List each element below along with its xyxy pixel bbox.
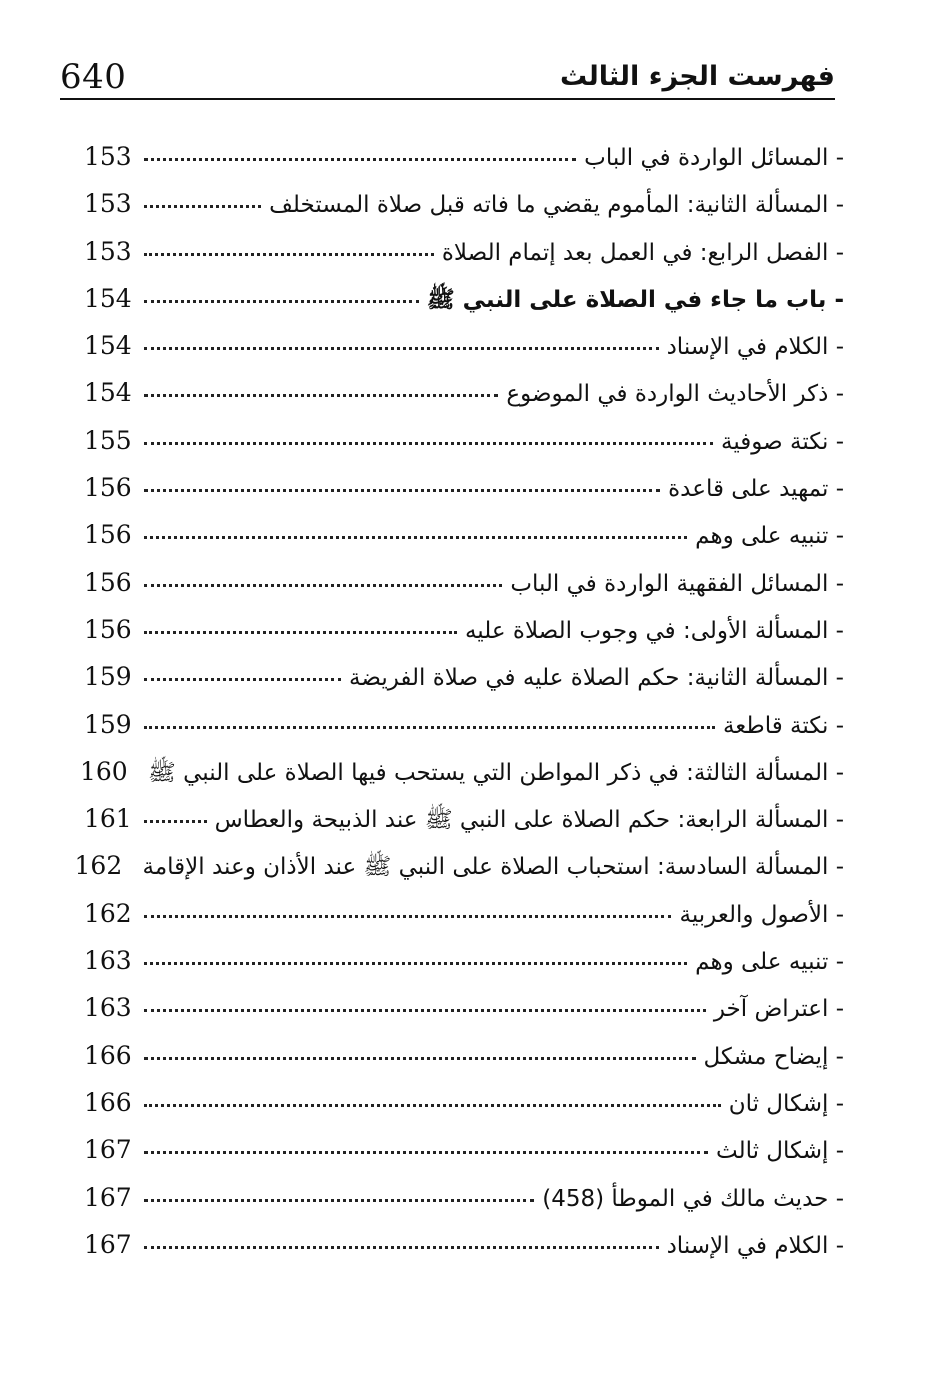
toc-entry (74, 851, 844, 898)
entry-page-number: 163 (84, 946, 132, 976)
entry-title: - اعتراض آخر (713, 996, 844, 1023)
page-number: 640 (60, 57, 127, 97)
toc-entry (84, 946, 844, 993)
toc-entry (84, 993, 844, 1040)
entry-title: - المسائل الفقهية الواردة في الباب (510, 570, 844, 597)
entry-page-number: 154 (84, 283, 132, 313)
dot-leader (144, 488, 660, 492)
entry-title: - المسائل الواردة في الباب (584, 145, 844, 171)
entry-title: - إشكال ثالث (715, 1138, 844, 1165)
entry-title: - المسألة الأولى: في وجوب الصلاة عليه (464, 617, 844, 644)
entry-title: - المسألة الثانية: المأموم يقضي ما فاته قبل صلاة المستخلف (269, 192, 844, 219)
dot-leader (144, 1245, 659, 1249)
running-title: فهرست الجزء الثالث (560, 61, 835, 92)
entry-page-number: 162 (84, 898, 132, 928)
entry-title: - إشكال ثان (728, 1090, 844, 1117)
entry-page-number: 156 (84, 614, 132, 644)
entry-page-number: 153 (84, 236, 132, 266)
entry-page-number: 156 (84, 567, 132, 597)
toc-entry (84, 1088, 844, 1135)
entry-title: - المسألة الثالثة: في ذكر المواطن التي يستحب فيها الصلاة على النبي ﷺ (148, 759, 844, 786)
entry-page-number: 153 (84, 189, 132, 219)
toc-entry (80, 756, 844, 804)
dot-leader (144, 677, 341, 681)
entry-title: - نكتة قاطعة (722, 712, 844, 739)
toc-entry (84, 426, 844, 473)
dot-leader (144, 441, 713, 445)
entry-title: - الأصول والعربية (679, 901, 844, 928)
toc-entry (84, 473, 844, 520)
dot-leader (144, 1103, 721, 1107)
dot-leader (144, 1150, 708, 1154)
entry-page-number: 163 (84, 993, 132, 1023)
entry-title: - نكتة صوفية (721, 428, 844, 455)
entry-title: - الفصل الرابع: في العمل بعد إتمام الصلاة (441, 239, 844, 266)
page-header (60, 52, 835, 100)
entry-title: - الكلام في الإسناد (666, 1232, 844, 1259)
dot-leader (144, 204, 261, 208)
entry-page-number: 166 (84, 1087, 132, 1117)
dot-leader (144, 252, 434, 256)
entry-title: - باب ما جاء في الصلاة على النبي ﷺ (426, 286, 844, 313)
toc-entry (84, 284, 844, 331)
toc-entry (84, 899, 844, 946)
toc-entry (84, 1230, 844, 1277)
table-of-contents (74, 142, 844, 1277)
toc-entry (84, 1041, 844, 1088)
toc-entry (84, 662, 844, 709)
dot-leader (144, 1056, 696, 1060)
entry-title: - تمهيد على قاعدة (668, 476, 844, 503)
entry-page-number: 167 (84, 1135, 132, 1165)
dot-leader (144, 914, 671, 918)
entry-title: - المسألة الثانية: حكم الصلاة عليه في صلاة الفريضة (349, 665, 844, 692)
dot-leader (144, 535, 687, 539)
entry-page-number: 167 (84, 1229, 132, 1259)
toc-entry (84, 1135, 844, 1182)
dot-leader (144, 819, 207, 823)
entry-page-number: 154 (84, 378, 132, 408)
toc-entry (84, 1183, 844, 1230)
dot-leader (144, 1198, 534, 1202)
dot-leader (144, 299, 419, 303)
entry-page-number: 160 (80, 756, 128, 786)
entry-title: - المسألة الرابعة: حكم الصلاة على النبي ﷺ عند الذبيحة والعطاس (214, 807, 844, 834)
dot-leader (144, 961, 687, 965)
entry-page-number: 159 (84, 662, 132, 692)
dot-leader (144, 157, 576, 161)
dot-leader (144, 725, 715, 729)
entry-title: - الكلام في الإسناد (666, 334, 844, 361)
entry-page-number: 161 (84, 804, 132, 834)
toc-entry (84, 804, 844, 851)
toc-entry (84, 142, 844, 189)
entry-title: - المسألة السادسة: استحباب الصلاة على النبي ﷺ عند الأذان وعند الإقامة (142, 854, 844, 881)
dot-leader (144, 1008, 706, 1012)
entry-page-number: 167 (84, 1182, 132, 1212)
dot-leader (144, 630, 457, 634)
toc-entry (84, 710, 844, 757)
entry-title: - تنبيه على وهم (695, 949, 844, 976)
dot-leader (144, 583, 502, 587)
entry-title: - حديث مالك في الموطأ (458) (542, 1185, 844, 1212)
toc-entry (84, 520, 844, 567)
entry-page-number: 162 (74, 851, 123, 881)
entry-page-number: 159 (84, 709, 132, 739)
toc-entry (84, 378, 844, 425)
toc-entry (84, 237, 844, 284)
dot-leader (144, 346, 659, 350)
entry-title: - إيضاح مشكل (703, 1043, 844, 1070)
toc-entry (84, 615, 844, 662)
toc-entry (84, 189, 844, 236)
entry-page-number: 153 (84, 142, 132, 171)
entry-page-number: 154 (84, 331, 132, 361)
entry-title: - تنبيه على وهم (695, 523, 844, 550)
entry-page-number: 155 (84, 425, 132, 455)
toc-entry (84, 568, 844, 615)
entry-page-number: 166 (84, 1040, 132, 1070)
toc-entry (84, 331, 844, 378)
entry-page-number: 156 (84, 473, 132, 503)
dot-leader (144, 393, 498, 397)
entry-title: - ذكر الأحاديث الواردة في الموضوع (506, 381, 844, 408)
entry-page-number: 156 (84, 520, 132, 550)
